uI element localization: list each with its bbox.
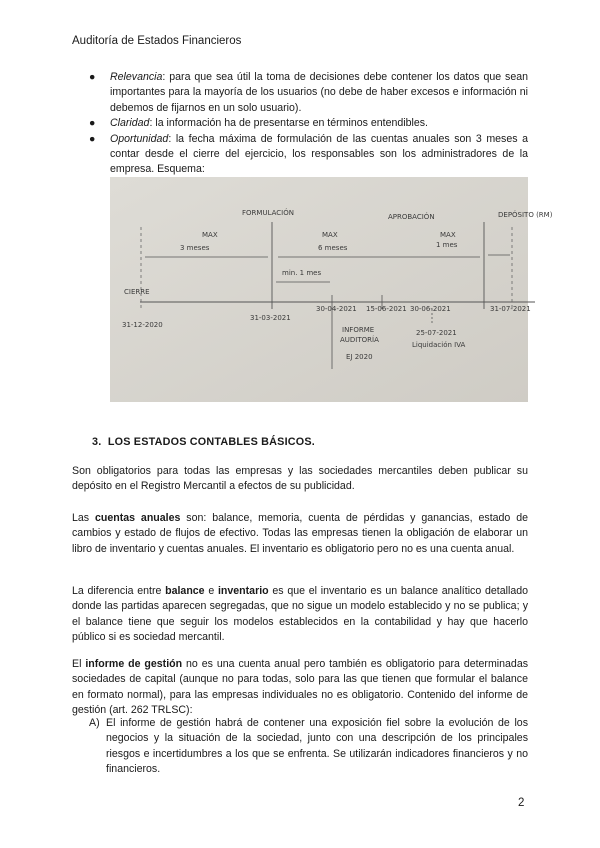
- label-cierre: CIERRE: [124, 288, 150, 296]
- paragraph-informe-gestion: [72, 657, 528, 719]
- date-cierre: 31-12-2020: [122, 321, 163, 329]
- p3-mid: e: [204, 585, 218, 597]
- list-item-text: El informe de gestión habrá de contener una exposición fiel sobre la evolución de los negocios y la situación de la sociedad, junto con una descripción de los principales riesgos e incertidumbres a los que se enfrenta. Se utilizarán indicadores financieros y no financieros.: [106, 717, 528, 776]
- p2-rest: son: balance, memoria, cuenta de pérdidas y ganancias, estado de cambios y estado de flujos de efectivo. Todas las empresas tienen la obligación de elaborar un libro de inventario y cuentas anuales. El inventario es obligatorio pero no es una cuenta anual.: [72, 512, 529, 555]
- lettered-list: [72, 716, 528, 778]
- section-number: 3.: [92, 436, 102, 448]
- date-deposito: 31-07-2021: [490, 305, 531, 313]
- paragraph-obligatorios: Son obligatorios para todas las empresas y las sociedades mercantiles deben publicar su depósito en el Registro Mercantil a efectos de su publicidad.: [72, 465, 528, 493]
- timeline-drawing: [110, 177, 553, 402]
- bullet-marker: ●: [89, 132, 96, 145]
- label-max-3-value: 1 mes: [436, 241, 458, 249]
- bullet-marker: ●: [89, 71, 96, 83]
- running-header: Auditoría de Estados Financieros: [72, 35, 242, 47]
- date-informe: 30-04-2021: [316, 305, 357, 313]
- paragraph-balance-inventario: [72, 584, 528, 646]
- label-max-2: MAX: [322, 231, 338, 239]
- label-aprobacion: APROBACIÓN: [388, 213, 435, 221]
- label-formulacion: FORMULACIÓN: [242, 209, 294, 217]
- section-heading: [92, 436, 315, 448]
- date-formulacion: 31-03-2021: [250, 314, 291, 322]
- p3-bold-inventario: inventario: [217, 585, 269, 597]
- bullet-text: : la fecha máxima de formulación de las cuentas anuales son 3 meses a contar desde el cierre del ejercicio, los responsables son los administradores de la empresa. Esquema:: [110, 132, 528, 176]
- p2-bold: cuentas anuales: [94, 512, 181, 524]
- bullet-text: : para que sea útil la toma de decisiones debe contener los datos que sean importantes para la mayoría de los usuarios (no debe de haber excesos e información ni debemos de fijarnos en un solo usuario).: [110, 71, 528, 114]
- date-aprobacion: 30-06-2021: [410, 305, 451, 313]
- p4-bold: informe de gestión: [85, 658, 183, 670]
- label-deposito: DEPÓSITO (RM): [498, 211, 553, 219]
- informe-line-2: AUDITORÍA: [340, 336, 379, 344]
- paragraph-cuentas-anuales: [72, 511, 528, 557]
- label-max-1-value: 3 meses: [180, 244, 210, 252]
- label-max-3: MAX: [440, 231, 456, 239]
- list-item-label: A): [89, 717, 100, 729]
- section-title: LOS ESTADOS CONTABLES BÁSICOS.: [107, 436, 315, 448]
- bullet-text: : la información ha de presentarse en términos entendibles.: [149, 117, 428, 130]
- bullet-term: Oportunidad: [110, 132, 169, 145]
- date-mid: 15-06-2021: [366, 305, 407, 313]
- p3-rest: es que el inventario es un balance analítico detallado donde las partidas aparecen segregadas, que no sigue un modelo establecido y no se publica; y el balance tiene que seguir los modelos establecidos en la contabilidad y hay que hacerlo público si es sociedad mercantil.: [72, 585, 528, 644]
- p3-bold-balance: balance: [165, 585, 205, 597]
- bullet-oportunidad: [72, 132, 528, 178]
- bullet-relevancia: [72, 70, 528, 116]
- label-max-1: MAX: [202, 231, 218, 239]
- p4-pre: El: [72, 658, 86, 670]
- liquidacion-date: 25-07-2021: [416, 329, 457, 337]
- label-min: min. 1 mes: [282, 269, 322, 277]
- bullet-list: [72, 70, 528, 178]
- page-number: 2: [518, 797, 525, 809]
- label-max-2-value: 6 meses: [318, 244, 348, 252]
- bullet-term: Relevancia: [110, 71, 163, 83]
- liquidacion-text: Liquidación IVA: [412, 341, 466, 349]
- handwritten-timeline-photo: [110, 177, 553, 402]
- p4-rest: no es una cuenta anual pero también es obligatorio para determinadas sociedades de capital (aunque no para todas, solo para las que tienen que formular el balance en formato normal), para las empresas individuales no es obligatorio. Contenido del informe de gestión (art. 262 TRLSC):: [72, 658, 529, 717]
- p2-pre: Las: [72, 512, 95, 524]
- bullet-term: Claridad: [110, 117, 150, 130]
- list-item: [72, 716, 528, 778]
- informe-line-1: INFORME: [342, 326, 375, 334]
- informe-line-3: EJ 2020: [346, 353, 373, 361]
- bullet-claridad: [72, 116, 528, 131]
- p3-pre: La diferencia entre: [72, 585, 166, 597]
- bullet-marker: ●: [89, 117, 96, 130]
